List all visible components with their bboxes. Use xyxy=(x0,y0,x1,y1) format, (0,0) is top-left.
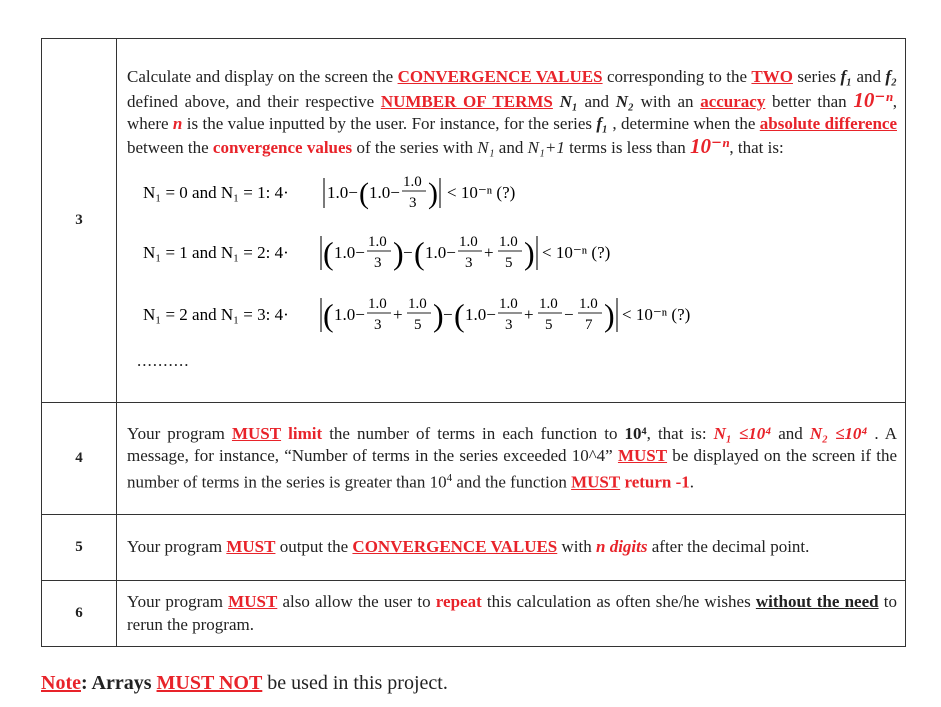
text: with an xyxy=(633,91,701,111)
keyword: without the need xyxy=(755,592,879,612)
accuracy-value: 10⁻ⁿ xyxy=(853,87,893,112)
keyword: n digits xyxy=(596,537,648,557)
paren: ) xyxy=(604,297,615,334)
equation-left: N₁ = 1 and N₁ = 2: 4· xyxy=(143,242,289,262)
text: Your program xyxy=(127,592,229,612)
terms-n2: N₂ xyxy=(615,91,634,111)
equation-right: < 10⁻ⁿ (?) xyxy=(622,305,691,325)
row-number: 6 xyxy=(42,581,117,647)
keyword: TWO xyxy=(751,67,793,87)
operator: − xyxy=(403,242,413,262)
text: and xyxy=(494,138,528,158)
term: 1.0− xyxy=(369,182,400,202)
row-number: 5 xyxy=(42,515,117,581)
text: Calculate and display on the screen the xyxy=(127,67,398,87)
equation-right: < 10⁻ⁿ (?) xyxy=(542,242,611,262)
table-row xyxy=(42,403,906,515)
exponent: 4 xyxy=(446,472,453,485)
keyword: return -1 xyxy=(624,472,690,492)
text: , where xyxy=(127,91,898,133)
paren: ) xyxy=(433,297,444,334)
fraction-numerator: 1.0 xyxy=(403,173,422,190)
fraction-denominator: 7 xyxy=(585,317,593,334)
text: Your program xyxy=(127,423,232,443)
fraction-denominator: 3 xyxy=(505,317,513,334)
text: be displayed on the screen if the number of terms in the series is greater than 10 xyxy=(127,446,897,492)
fraction-numerator: 1.0 xyxy=(499,296,518,313)
ellipsis: .......... xyxy=(137,351,190,371)
text: , that is: xyxy=(729,138,784,158)
series-f2: f₂ xyxy=(885,67,898,87)
requirement-text xyxy=(117,581,906,647)
text: the number of terms in each function to xyxy=(322,423,625,443)
keyword: NUMBER OF TERMS xyxy=(380,91,553,111)
keyword: CONVERGENCE VALUES xyxy=(352,537,558,557)
text: this calculation as often she/he wishes xyxy=(481,592,756,612)
requirement-text xyxy=(117,515,906,581)
equations xyxy=(137,166,897,373)
keyword: MUST xyxy=(617,446,668,466)
text: , that is: xyxy=(646,423,714,443)
fraction-numerator: 1.0 xyxy=(408,296,427,313)
fraction-denominator: 3 xyxy=(374,254,382,271)
table-row xyxy=(42,39,906,403)
equation-2 xyxy=(137,224,837,280)
fraction-denominator: 3 xyxy=(465,254,473,271)
terms-n1: N₁ xyxy=(559,91,578,111)
equation-left: N₁ = 2 and N₁ = 3: 4· xyxy=(143,305,289,325)
series-f1: f₁ xyxy=(596,113,608,133)
fraction-numerator: 1.0 xyxy=(579,296,598,313)
fraction-denominator: 5 xyxy=(545,317,553,334)
paren: ( xyxy=(323,234,334,271)
paren: ) xyxy=(428,176,438,210)
constraint-n2: N₂ ≤10⁴ xyxy=(809,423,868,443)
term: 1.0− xyxy=(425,242,456,262)
fraction-denominator: 5 xyxy=(505,254,513,271)
equation-1 xyxy=(137,166,837,218)
limit-value: 10⁴ xyxy=(624,423,647,443)
paren: ( xyxy=(359,176,369,210)
keyword: accuracy xyxy=(700,91,766,111)
note-label: Note xyxy=(41,672,81,694)
terms-n1: N₁ xyxy=(477,138,495,158)
fraction-denominator: 5 xyxy=(414,317,422,334)
text: after the decimal point. xyxy=(647,537,810,557)
note xyxy=(41,672,448,695)
fraction-numerator: 1.0 xyxy=(368,296,387,313)
fraction-numerator: 1.0 xyxy=(368,233,387,250)
fraction-denominator: 3 xyxy=(409,194,417,211)
variable-n: n xyxy=(172,113,183,133)
paren: ( xyxy=(454,297,465,334)
paren: ) xyxy=(524,234,535,271)
text: is the value inputted by the user. For instance, for the series xyxy=(182,113,597,133)
row-number: 4 xyxy=(42,403,117,515)
text: be used in this project. xyxy=(262,672,448,694)
constraint-n1: N₁ ≤10⁴ xyxy=(713,423,772,443)
requirement-text xyxy=(117,39,906,403)
term: 1.0− xyxy=(327,182,358,202)
keyword: MUST xyxy=(226,537,276,557)
paren: ) xyxy=(393,234,404,271)
text: defined above, and their respective xyxy=(127,91,381,111)
keyword: CONVERGENCE VALUES xyxy=(397,67,603,87)
text: Arrays xyxy=(91,672,157,694)
keyword: convergence values xyxy=(212,138,353,158)
keyword: limit xyxy=(288,423,323,443)
paren: ( xyxy=(323,297,334,334)
keyword: repeat xyxy=(435,592,482,612)
term: 1.0− xyxy=(465,305,496,325)
text: . A message, for instance, “Number of terms in the series exceeded 10^4” xyxy=(127,423,898,466)
paren: ( xyxy=(414,234,425,271)
keyword: absolute difference xyxy=(759,113,897,133)
term: 1.0− xyxy=(334,305,365,325)
text xyxy=(553,92,560,111)
terms-n1-plus-one: N₁+1 xyxy=(527,138,565,158)
fraction-numerator: 1.0 xyxy=(539,296,558,313)
equation-right: < 10⁻ⁿ (?) xyxy=(447,182,516,202)
equation-3 xyxy=(137,286,857,342)
row-number: 3 xyxy=(42,39,117,403)
text: and the function xyxy=(452,472,572,492)
term: 1.0− xyxy=(334,242,365,262)
text: corresponding to the xyxy=(602,67,752,87)
text: of the series with xyxy=(352,138,478,158)
fraction-numerator: 1.0 xyxy=(499,233,518,250)
keyword: MUST xyxy=(231,423,282,443)
text: series xyxy=(792,67,841,87)
table-row xyxy=(42,515,906,581)
accuracy-value: 10⁻ⁿ xyxy=(689,134,730,159)
text: and xyxy=(577,91,616,111)
equation-left: N₁ = 0 and N₁ = 1: 4· xyxy=(143,182,289,202)
operator: − xyxy=(564,305,574,325)
text: between the xyxy=(127,138,213,158)
text: with xyxy=(557,537,596,557)
operator: + xyxy=(484,242,494,262)
requirements-table xyxy=(41,38,906,647)
text: , determine when the xyxy=(607,113,760,133)
text: better than xyxy=(765,91,854,111)
requirement-text xyxy=(117,403,906,515)
keyword: MUST NOT xyxy=(156,672,263,694)
keyword: MUST xyxy=(571,472,621,492)
fraction-numerator: 1.0 xyxy=(459,233,478,250)
operator: + xyxy=(393,305,403,325)
text: and xyxy=(771,423,810,443)
text: output the xyxy=(275,537,353,557)
text: also allow the user to xyxy=(277,592,436,612)
text: to rerun the program. xyxy=(127,592,897,634)
series-f1: f₁ xyxy=(840,67,853,87)
keyword: MUST xyxy=(228,592,278,612)
text: : xyxy=(80,672,92,694)
text: . xyxy=(689,472,695,492)
text: and xyxy=(852,67,886,87)
table-row xyxy=(42,581,906,647)
operator: − xyxy=(443,305,453,325)
text: terms is less than xyxy=(564,138,690,158)
operator: + xyxy=(524,305,534,325)
text: Your program xyxy=(127,537,227,557)
fraction-denominator: 3 xyxy=(374,317,382,334)
